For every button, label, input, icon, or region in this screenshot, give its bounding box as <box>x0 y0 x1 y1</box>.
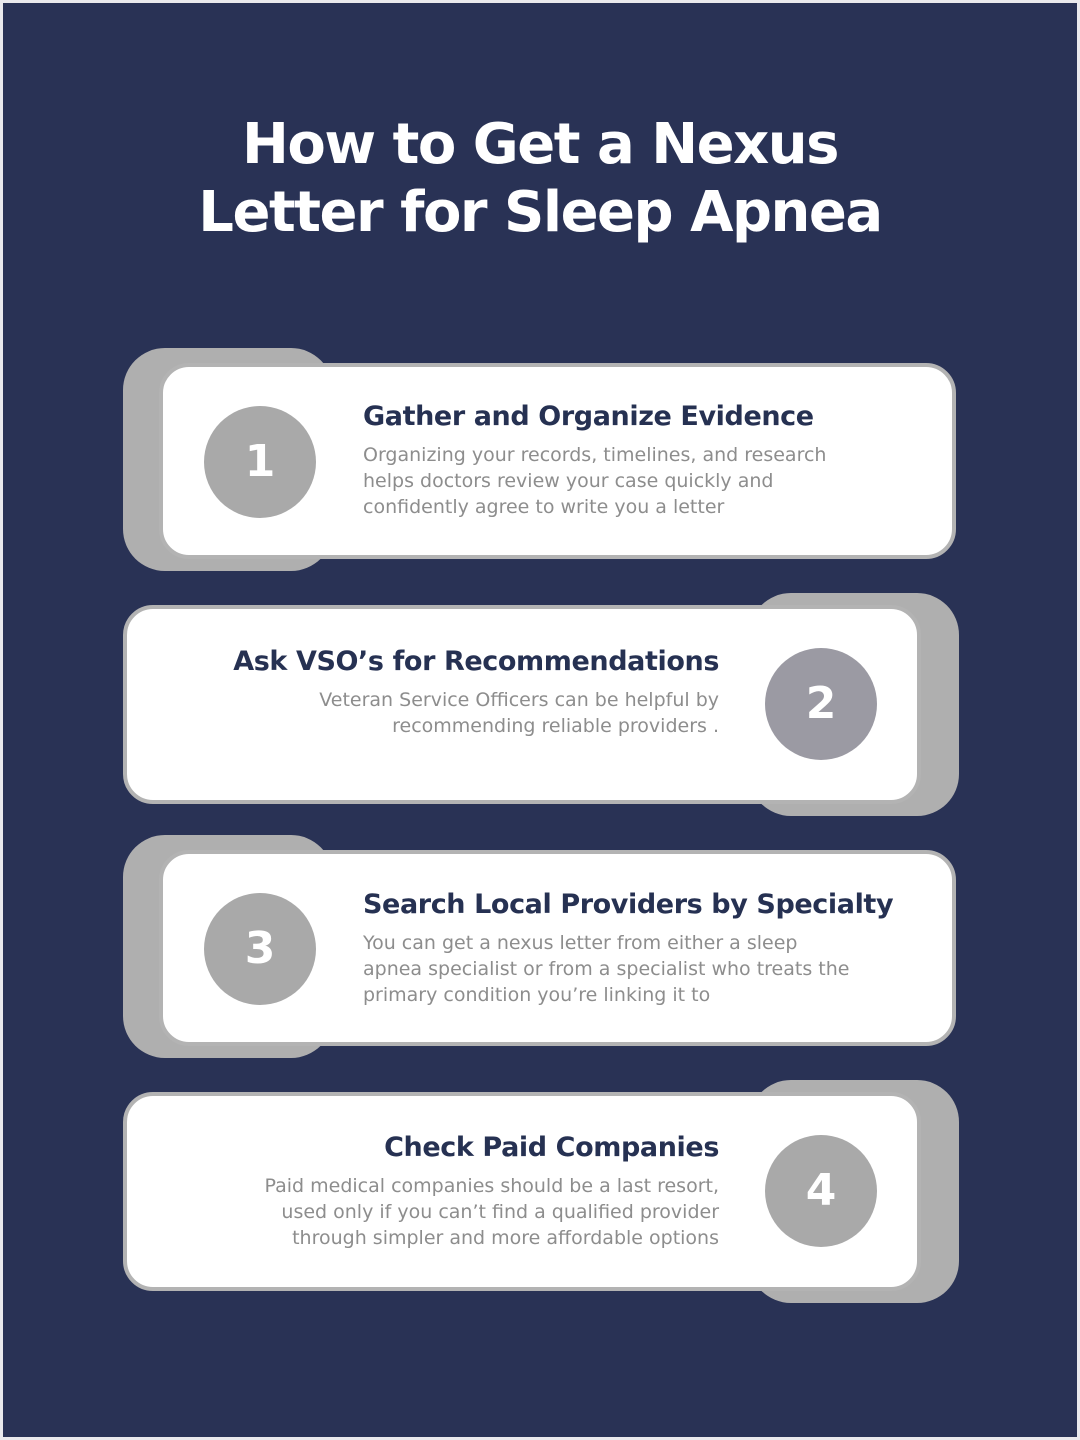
step-4-description-line: through simpler and more affordable options <box>292 1227 719 1249</box>
step-1-description-line: confidently agree to write you a letter <box>363 496 725 518</box>
step-4-heading: Check Paid Companies <box>384 1132 719 1163</box>
page-title <box>3 111 1077 247</box>
step-4 <box>123 1080 959 1306</box>
step-2-description-line: recommending reliable providers . <box>392 715 719 737</box>
step-3-description-line: apnea specialist or from a specialist who treats the <box>363 958 850 980</box>
step-3 <box>123 835 959 1061</box>
step-1-description <box>363 442 826 520</box>
step-1-number-badge: 1 <box>204 406 316 518</box>
step-3-heading: Search Local Providers by Specialty <box>363 889 894 920</box>
step-3-description-line: You can get a nexus letter from either a sleep <box>363 932 798 954</box>
step-3-description-line: primary condition you’re linking it to <box>363 984 711 1006</box>
step-1-description-line: Organizing your records, timelines, and research <box>363 444 827 466</box>
step-2-number-badge: 2 <box>765 648 877 760</box>
infographic-canvas <box>3 3 1077 1437</box>
step-3-number-badge: 3 <box>204 893 316 1005</box>
step-1 <box>123 348 959 574</box>
step-2 <box>123 593 959 819</box>
step-4-number-badge: 4 <box>765 1135 877 1247</box>
title-line-1: How to Get a Nexus <box>242 112 838 177</box>
title-line-2: Letter for Sleep Apnea <box>198 180 882 245</box>
step-4-description-line: Paid medical companies should be a last resort, <box>264 1175 719 1197</box>
step-3-description <box>363 930 849 1008</box>
step-4-description-line: used only if you can’t find a qualified provider <box>281 1201 719 1223</box>
step-4-description <box>265 1173 719 1251</box>
step-2-description-line: Veteran Service Officers can be helpful by <box>319 689 719 711</box>
step-2-heading: Ask VSO’s for Recommendations <box>233 646 719 677</box>
step-2-description <box>319 687 719 739</box>
step-1-heading: Gather and Organize Evidence <box>363 401 814 432</box>
step-1-description-line: helps doctors review your case quickly and <box>363 470 774 492</box>
